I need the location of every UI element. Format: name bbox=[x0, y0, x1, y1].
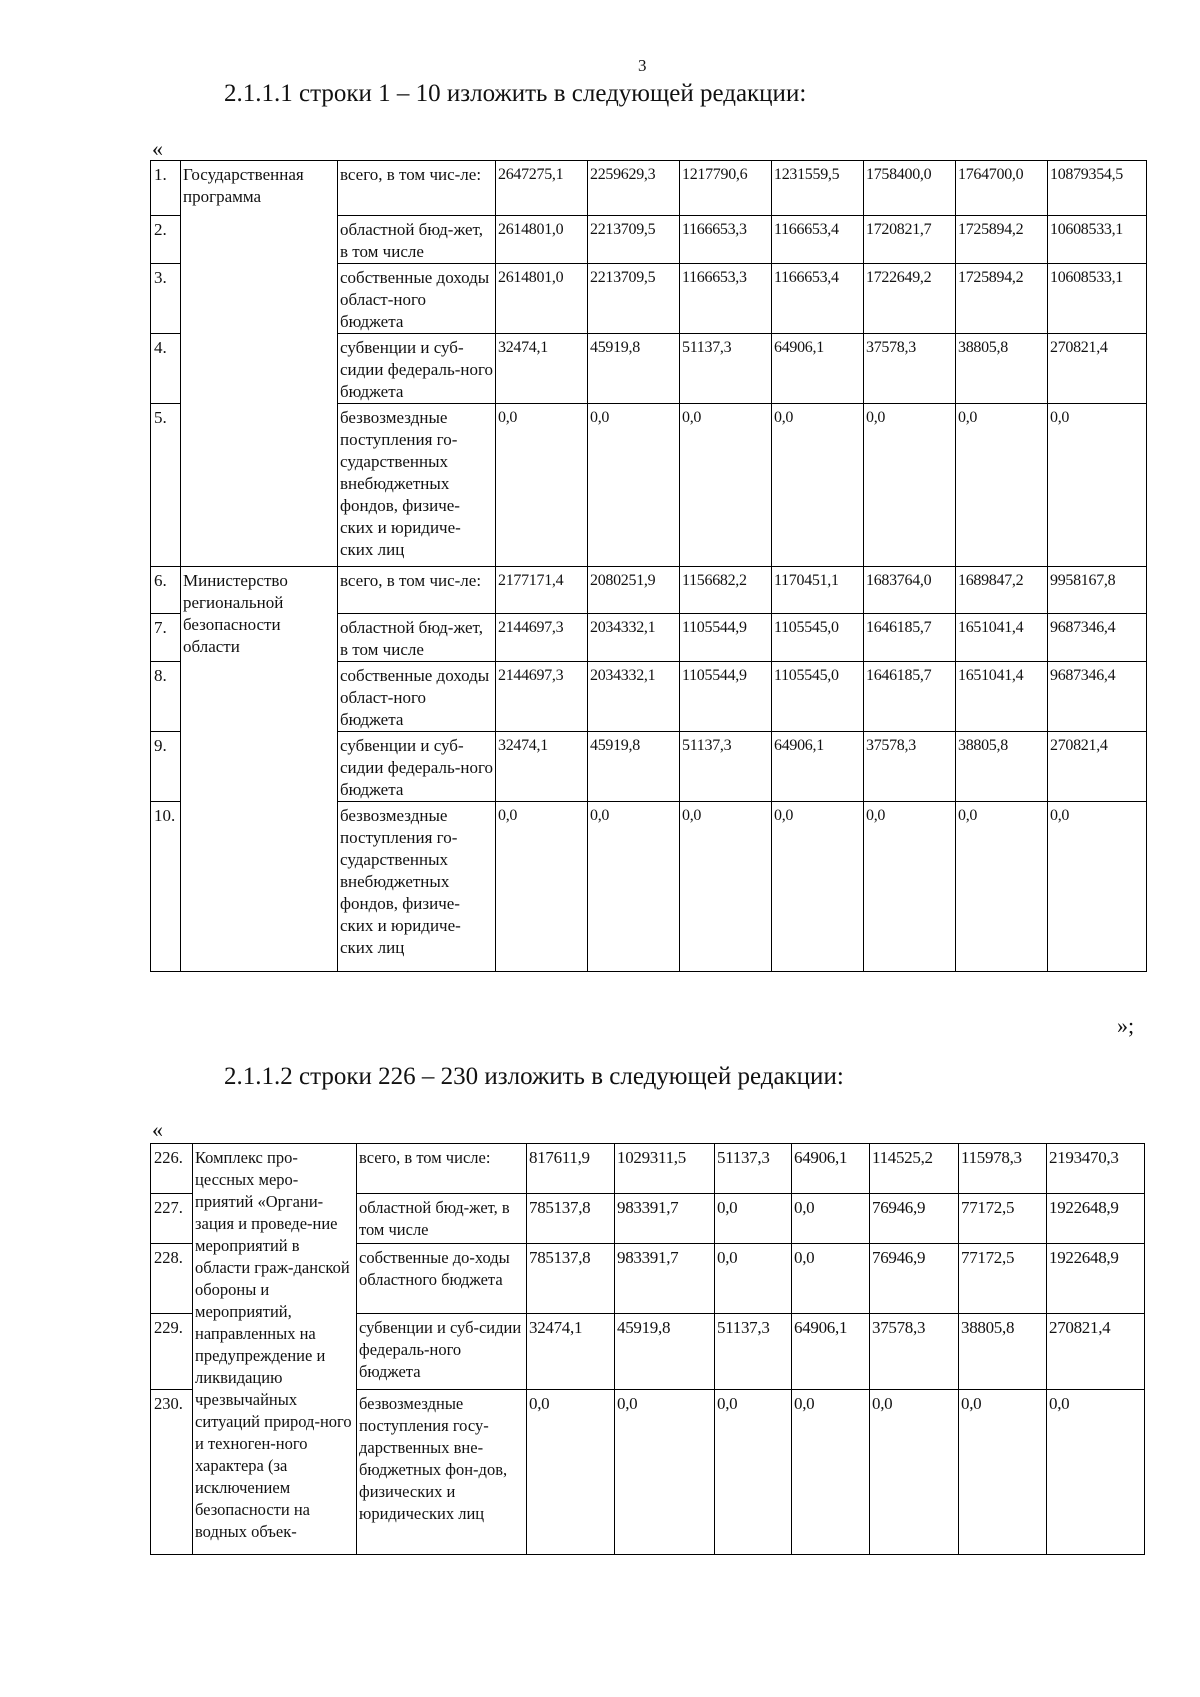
value-cell: 2144697,3 bbox=[496, 614, 588, 662]
value-cell: 0,0 bbox=[1047, 1390, 1145, 1555]
value-cell: 0,0 bbox=[792, 1194, 870, 1244]
value-cell: 1166653,4 bbox=[772, 264, 864, 334]
value-cell: 32474,1 bbox=[496, 334, 588, 404]
value-cell: 10608533,1 bbox=[1048, 216, 1147, 264]
row-description: собственные доходы област-ного бюджета bbox=[338, 662, 496, 732]
section-2-heading: 2.1.1.2 строки 226 – 230 изложить в следующей редакции: bbox=[224, 1063, 844, 1090]
value-cell: 51137,3 bbox=[715, 1314, 792, 1390]
value-cell: 38805,8 bbox=[959, 1314, 1047, 1390]
value-cell: 1105545,0 bbox=[772, 614, 864, 662]
value-cell: 270821,4 bbox=[1048, 732, 1147, 802]
value-cell: 270821,4 bbox=[1048, 334, 1147, 404]
value-cell: 76946,9 bbox=[870, 1244, 959, 1314]
row-description: безвозмездные поступления госу-дарственных вне-бюджетных фон-дов, физических и юридических лиц bbox=[357, 1390, 527, 1555]
row-number: 7. bbox=[151, 614, 181, 662]
value-cell: 1156682,2 bbox=[680, 567, 772, 614]
value-cell: 77172,5 bbox=[959, 1244, 1047, 1314]
value-cell: 1105544,9 bbox=[680, 614, 772, 662]
value-cell: 0,0 bbox=[715, 1390, 792, 1555]
table-row bbox=[151, 161, 1147, 216]
value-cell: 1689847,2 bbox=[956, 567, 1048, 614]
value-cell: 1725894,2 bbox=[956, 264, 1048, 334]
value-cell: 270821,4 bbox=[1047, 1314, 1145, 1390]
value-cell: 0,0 bbox=[864, 802, 956, 972]
value-cell: 64906,1 bbox=[772, 334, 864, 404]
value-cell: 0,0 bbox=[527, 1390, 615, 1555]
value-cell: 2080251,9 bbox=[588, 567, 680, 614]
value-cell: 0,0 bbox=[615, 1390, 715, 1555]
value-cell: 0,0 bbox=[772, 802, 864, 972]
value-cell: 37578,3 bbox=[864, 334, 956, 404]
value-cell: 1170451,1 bbox=[772, 567, 864, 614]
row-number: 9. bbox=[151, 732, 181, 802]
row-description: всего, в том чис-ле: bbox=[338, 567, 496, 614]
value-cell: 64906,1 bbox=[792, 1144, 870, 1194]
value-cell: 983391,7 bbox=[615, 1194, 715, 1244]
value-cell: 0,0 bbox=[956, 802, 1048, 972]
value-cell: 983391,7 bbox=[615, 1244, 715, 1314]
section-1-open-quote: « bbox=[152, 136, 163, 161]
value-cell: 2213709,5 bbox=[588, 216, 680, 264]
value-cell: 45919,8 bbox=[615, 1314, 715, 1390]
value-cell: 37578,3 bbox=[864, 732, 956, 802]
row-description: субвенции и суб-сидии федераль-ного бюджета bbox=[338, 732, 496, 802]
value-cell: 9687346,4 bbox=[1048, 662, 1147, 732]
value-cell: 2259629,3 bbox=[588, 161, 680, 216]
row-number: 4. bbox=[151, 334, 181, 404]
value-cell: 2647275,1 bbox=[496, 161, 588, 216]
value-cell: 1166653,3 bbox=[680, 216, 772, 264]
value-cell: 1720821,7 bbox=[864, 216, 956, 264]
row-number: 6. bbox=[151, 567, 181, 614]
value-cell: 0,0 bbox=[588, 802, 680, 972]
value-cell: 45919,8 bbox=[588, 732, 680, 802]
value-cell: 114525,2 bbox=[870, 1144, 959, 1194]
row-description: областной бюд-жет, в том числе bbox=[338, 614, 496, 662]
value-cell: 0,0 bbox=[1048, 802, 1147, 972]
row-number: 3. bbox=[151, 264, 181, 334]
value-cell: 1105544,9 bbox=[680, 662, 772, 732]
value-cell: 51137,3 bbox=[680, 334, 772, 404]
value-cell: 1922648,9 bbox=[1047, 1244, 1145, 1314]
value-cell: 1922648,9 bbox=[1047, 1194, 1145, 1244]
value-cell: 1758400,0 bbox=[864, 161, 956, 216]
value-cell: 1217790,6 bbox=[680, 161, 772, 216]
value-cell: 1683764,0 bbox=[864, 567, 956, 614]
value-cell: 1231559,5 bbox=[772, 161, 864, 216]
value-cell: 0,0 bbox=[864, 404, 956, 567]
row-number: 230. bbox=[151, 1390, 193, 1555]
value-cell: 0,0 bbox=[715, 1244, 792, 1314]
row-description: субвенции и суб-сидии федераль-ного бюджета bbox=[338, 334, 496, 404]
row-number: 10. bbox=[151, 802, 181, 972]
row-number: 8. bbox=[151, 662, 181, 732]
row-number: 227. bbox=[151, 1194, 193, 1244]
value-cell: 32474,1 bbox=[496, 732, 588, 802]
value-cell: 0,0 bbox=[772, 404, 864, 567]
value-cell: 1722649,2 bbox=[864, 264, 956, 334]
value-cell: 0,0 bbox=[588, 404, 680, 567]
section-2-open-quote: « bbox=[152, 1117, 163, 1142]
value-cell: 2193470,3 bbox=[1047, 1144, 1145, 1194]
value-cell: 64906,1 bbox=[792, 1314, 870, 1390]
value-cell: 77172,5 bbox=[959, 1194, 1047, 1244]
row-number: 229. bbox=[151, 1314, 193, 1390]
value-cell: 51137,3 bbox=[680, 732, 772, 802]
value-cell: 2614801,0 bbox=[496, 216, 588, 264]
value-cell: 0,0 bbox=[680, 802, 772, 972]
value-cell: 0,0 bbox=[496, 404, 588, 567]
value-cell: 9958167,8 bbox=[1048, 567, 1147, 614]
value-cell: 64906,1 bbox=[772, 732, 864, 802]
group-label: Комплекс про-цессных меро-приятий «Органи-зация и проведе-ние мероприятий в области граж-данской обороны и мероприятий, направленных на предупреждение и ликвидацию чрезвычайных ситуаций природ-ного и техноген-ного характера (за исключением безопасности на водных объек- bbox=[193, 1144, 357, 1555]
row-number: 5. bbox=[151, 404, 181, 567]
row-description: собственные доходы област-ного бюджета bbox=[338, 264, 496, 334]
row-number: 228. bbox=[151, 1244, 193, 1314]
value-cell: 1651041,4 bbox=[956, 614, 1048, 662]
row-description: областной бюд-жет, в том числе bbox=[357, 1194, 527, 1244]
value-cell: 115978,3 bbox=[959, 1144, 1047, 1194]
value-cell: 1725894,2 bbox=[956, 216, 1048, 264]
value-cell: 10879354,5 bbox=[1048, 161, 1147, 216]
value-cell: 1646185,7 bbox=[864, 662, 956, 732]
value-cell: 38805,8 bbox=[956, 732, 1048, 802]
value-cell: 0,0 bbox=[680, 404, 772, 567]
row-description: областной бюд-жет, в том числе bbox=[338, 216, 496, 264]
group-label: Государственная программа bbox=[181, 161, 338, 567]
row-number: 226. bbox=[151, 1144, 193, 1194]
row-description: собственные до-ходы областного бюджета bbox=[357, 1244, 527, 1314]
value-cell: 0,0 bbox=[496, 802, 588, 972]
value-cell: 32474,1 bbox=[527, 1314, 615, 1390]
row-description: всего, в том числе: bbox=[357, 1144, 527, 1194]
value-cell: 1764700,0 bbox=[956, 161, 1048, 216]
row-description: безвозмездные поступления го-сударственных внебюджетных фондов, физиче-ских и юридиче-ских лиц bbox=[338, 802, 496, 972]
value-cell: 0,0 bbox=[959, 1390, 1047, 1555]
value-cell: 0,0 bbox=[870, 1390, 959, 1555]
section-1-close-quote: »; bbox=[1117, 1013, 1135, 1038]
section-1-heading: 2.1.1.1 строки 1 – 10 изложить в следующей редакции: bbox=[224, 80, 807, 107]
table-row bbox=[151, 567, 1147, 614]
value-cell: 9687346,4 bbox=[1048, 614, 1147, 662]
value-cell: 0,0 bbox=[956, 404, 1048, 567]
value-cell: 0,0 bbox=[792, 1390, 870, 1555]
value-cell: 785137,8 bbox=[527, 1194, 615, 1244]
group-label: Министерство региональной безопасности области bbox=[181, 567, 338, 972]
row-number: 2. bbox=[151, 216, 181, 264]
value-cell: 2034332,1 bbox=[588, 614, 680, 662]
value-cell: 10608533,1 bbox=[1048, 264, 1147, 334]
value-cell: 785137,8 bbox=[527, 1244, 615, 1314]
value-cell: 1029311,5 bbox=[615, 1144, 715, 1194]
value-cell: 1105545,0 bbox=[772, 662, 864, 732]
value-cell: 0,0 bbox=[792, 1244, 870, 1314]
table-row bbox=[151, 1144, 1145, 1194]
budget-table-rows-226-230 bbox=[150, 1143, 1145, 1555]
value-cell: 2034332,1 bbox=[588, 662, 680, 732]
value-cell: 2144697,3 bbox=[496, 662, 588, 732]
budget-table-rows-1-10 bbox=[150, 160, 1147, 972]
page-number: 3 bbox=[638, 56, 647, 75]
value-cell: 37578,3 bbox=[870, 1314, 959, 1390]
value-cell: 2614801,0 bbox=[496, 264, 588, 334]
value-cell: 45919,8 bbox=[588, 334, 680, 404]
value-cell: 1646185,7 bbox=[864, 614, 956, 662]
value-cell: 76946,9 bbox=[870, 1194, 959, 1244]
row-description: субвенции и суб-сидии федераль-ного бюджета bbox=[357, 1314, 527, 1390]
value-cell: 1166653,4 bbox=[772, 216, 864, 264]
value-cell: 38805,8 bbox=[956, 334, 1048, 404]
value-cell: 2177171,4 bbox=[496, 567, 588, 614]
row-description: безвозмездные поступления го-сударственных внебюджетных фондов, физиче-ских и юридиче-ских лиц bbox=[338, 404, 496, 567]
value-cell: 817611,9 bbox=[527, 1144, 615, 1194]
value-cell: 2213709,5 bbox=[588, 264, 680, 334]
row-number: 1. bbox=[151, 161, 181, 216]
value-cell: 0,0 bbox=[715, 1194, 792, 1244]
value-cell: 0,0 bbox=[1048, 404, 1147, 567]
row-description: всего, в том чис-ле: bbox=[338, 161, 496, 216]
value-cell: 51137,3 bbox=[715, 1144, 792, 1194]
value-cell: 1651041,4 bbox=[956, 662, 1048, 732]
value-cell: 1166653,3 bbox=[680, 264, 772, 334]
